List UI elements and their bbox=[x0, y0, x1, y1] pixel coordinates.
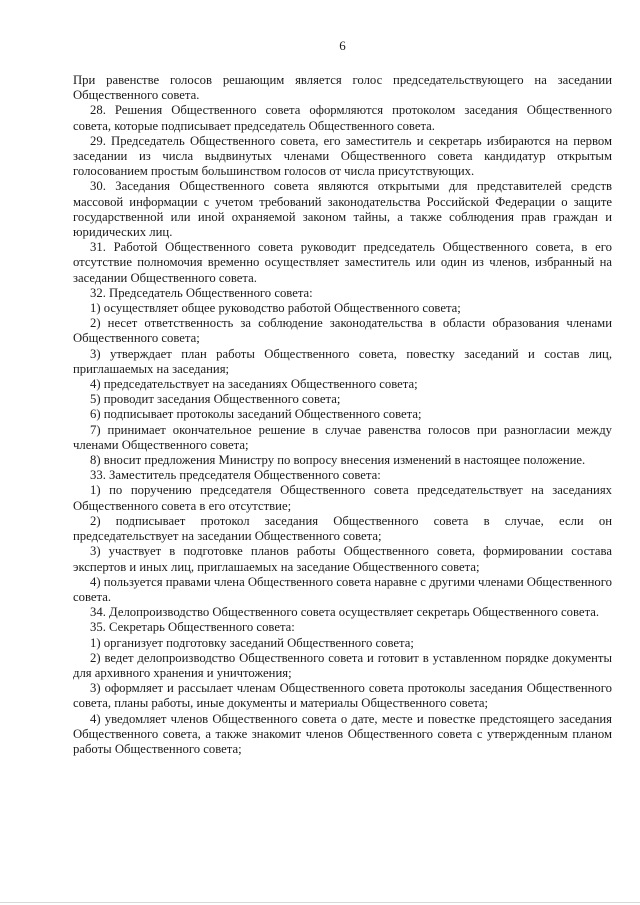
paragraph-32-item-3: 3) утверждает план работы Общественного совета, повестку заседаний и состав лиц, приглашаемых на заседания; bbox=[73, 346, 612, 376]
paragraph-32-item-6: 6) подписывает протоколы заседаний Общественного совета; bbox=[90, 407, 422, 422]
paragraph-33-item-4: 4) пользуется правами члена Общественного совета наравне с другими членами Общественного совета. bbox=[73, 574, 612, 604]
paragraph-32-item-2: 2) несет ответственность за соблюдение законодательства в области образования членами Общественного совета; bbox=[73, 316, 612, 346]
paragraph-33-item-3: 3) участвует в подготовке планов работы Общественного совета, формировании состава экспертов и иных лиц, приглашаемых на заседание Общественного совета; bbox=[73, 544, 612, 574]
paragraph-32-heading: 32. Председатель Общественного совета: bbox=[90, 285, 313, 300]
paragraph-33-item-1: 1) по поручению председателя Общественного совета председательствует на заседаниях Общественного совета в его отсутствие; bbox=[73, 483, 612, 513]
paragraph-35-item-1: 1) организует подготовку заседаний Общественного совета; bbox=[90, 635, 414, 650]
paragraph-35-item-4: 4) уведомляет членов Общественного совета о дате, месте и повестке предстоящего заседания Общественного совета, а также знакомит членов Общественного совета с утвержденным планом работы Общественного совета; bbox=[73, 711, 612, 756]
paragraph-31: 31. Работой Общественного совета руководит председатель Общественного совета, в его отсутствие полномочия временно осуществляет заместитель или один из членов, избранный на заседании Общественного совета. bbox=[73, 240, 612, 285]
paragraph-continuation: При равенстве голосов решающим является голос председательствующего на заседании Общественного совета. bbox=[73, 73, 612, 103]
scan-edge-line bbox=[0, 902, 640, 903]
paragraph-33-heading: 33. Заместитель председателя Общественного совета: bbox=[90, 468, 381, 483]
paragraph-35-heading: 35. Секретарь Общественного совета: bbox=[90, 620, 295, 635]
paragraph-32-item-4: 4) председательствует на заседаниях Общественного совета; bbox=[90, 377, 418, 392]
paragraph-35-item-2: 2) ведет делопроизводство Общественного совета и готовит в уставленном порядке документы для архивного хранения и уничтожения; bbox=[73, 650, 612, 680]
page-number: 6 bbox=[339, 38, 346, 53]
paragraph-28: 28. Решения Общественного совета оформляются протоколом заседания Общественного совета, которые подписывает председатель Общественного совета. bbox=[73, 103, 612, 133]
paragraph-32-item-1: 1) осуществляет общее руководство работой Общественного совета; bbox=[90, 301, 461, 316]
paragraph-30: 30. Заседания Общественного совета являются открытыми для представителей средств массовой информации с учетом требований законодательства Российской Федерации о защите государственной или иной охраняемой законом тайны, а также соблюдения прав граждан и юридических лиц. bbox=[73, 179, 612, 240]
paragraph-35-item-3: 3) оформляет и рассылает членам Общественного совета протоколы заседания Общественного совета, планы работы, иные документы и материалы Общественного совета; bbox=[73, 681, 612, 711]
paragraph-32-item-8: 8) вносит предложения Министру по вопросу внесения изменений в настоящее положение. bbox=[90, 453, 586, 468]
paragraph-33-item-2: 2) подписывает протокол заседания Общественного совета в случае, если он председательствует на заседании Общественного совета; bbox=[73, 513, 612, 544]
paragraph-29: 29. Председатель Общественного совета, его заместитель и секретарь избираются на первом заседании из числа выдвинутых членами Общественного совета кандидатур открытым голосованием простым большинством голосов от числа присутствующих. bbox=[73, 133, 612, 179]
paragraph-34: 34. Делопроизводство Общественного совета осуществляет секретарь Общественного совета. bbox=[90, 605, 600, 620]
paragraph-32-item-5: 5) проводит заседания Общественного совета; bbox=[90, 392, 341, 407]
paragraph-32-item-7: 7) принимает окончательное решение в случае равенства голосов при разногласии между членами Общественного совета; bbox=[73, 422, 612, 452]
document-body bbox=[73, 73, 612, 757]
